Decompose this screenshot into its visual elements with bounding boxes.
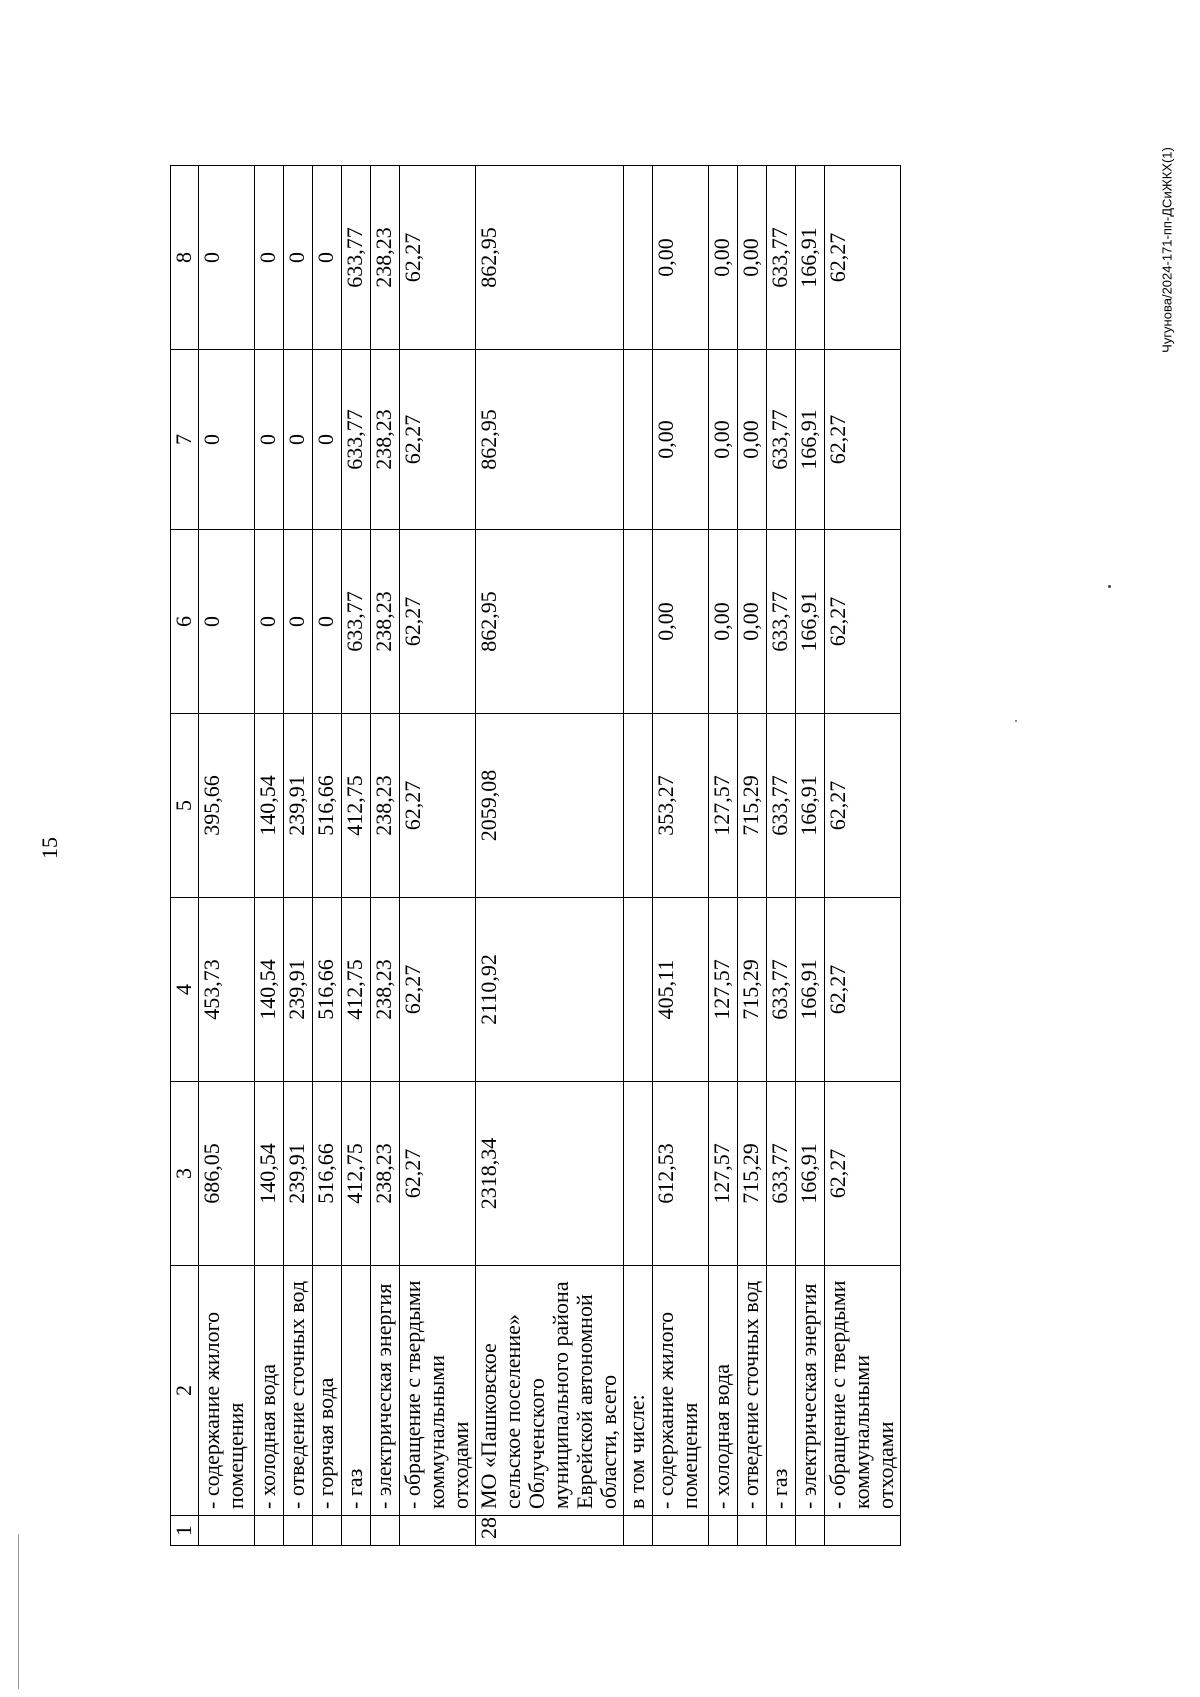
item-name-cell: - холодная вода <box>709 1266 738 1516</box>
value-cell-col-6: 0 <box>255 530 284 714</box>
value-cell-col-8: 0 <box>313 166 342 350</box>
table-row <box>284 166 313 1546</box>
value-cell-col-7: 0 <box>199 350 255 530</box>
value-cell-col-4 <box>624 898 653 1082</box>
row-number-cell <box>284 1516 313 1546</box>
table-row <box>255 166 284 1546</box>
value-cell-col-5: 395,66 <box>199 714 255 898</box>
value-cell-col-3: 239,91 <box>284 1082 313 1266</box>
value-cell-col-6: 62,27 <box>400 530 476 714</box>
tariff-table-rotated <box>170 166 920 1546</box>
header-cell: 7 <box>171 350 199 530</box>
scan-speck <box>1108 585 1111 588</box>
value-cell-col-8: 0,00 <box>709 166 738 350</box>
header-row <box>171 166 199 1546</box>
value-cell-col-8: 0 <box>284 166 313 350</box>
row-number-cell <box>653 1516 709 1546</box>
value-cell-col-5: 516,66 <box>313 714 342 898</box>
table-row <box>653 166 709 1546</box>
item-name-cell: - содержание жилого помещения <box>199 1266 255 1516</box>
margin-line <box>18 1534 19 1689</box>
value-cell-col-8: 862,95 <box>476 166 624 350</box>
value-cell-col-4: 516,66 <box>313 898 342 1082</box>
value-cell-col-4: 140,54 <box>255 898 284 1082</box>
row-number-cell <box>825 1516 901 1546</box>
value-cell-col-7: 0,00 <box>709 350 738 530</box>
item-name-cell: МО «Пашковское сельское поселение» Облученского муниципального района Еврейской автономной области, всего <box>476 1266 624 1516</box>
value-cell-col-6: 62,27 <box>825 530 901 714</box>
value-cell-col-7: 62,27 <box>825 350 901 530</box>
value-cell-col-5: 353,27 <box>653 714 709 898</box>
value-cell-col-3: 516,66 <box>313 1082 342 1266</box>
value-cell-col-3 <box>624 1082 653 1266</box>
value-cell-col-5: 715,29 <box>738 714 767 898</box>
value-cell-col-5: 238,23 <box>371 714 400 898</box>
value-cell-col-8: 62,27 <box>825 166 901 350</box>
value-cell-col-3: 2318,34 <box>476 1082 624 1266</box>
tariff-table <box>170 165 901 1546</box>
table-row <box>342 166 371 1546</box>
row-number-cell <box>400 1516 476 1546</box>
value-cell-col-6: 0 <box>313 530 342 714</box>
value-cell-col-5: 633,77 <box>767 714 796 898</box>
value-cell-col-5: 62,27 <box>400 714 476 898</box>
item-name-cell: - обращение с твердыми коммунальными отходами <box>400 1266 476 1516</box>
value-cell-col-6: 0 <box>199 530 255 714</box>
value-cell-col-4: 166,91 <box>796 898 825 1082</box>
value-cell-col-6: 166,91 <box>796 530 825 714</box>
value-cell-col-3: 62,27 <box>400 1082 476 1266</box>
table-row <box>400 166 476 1546</box>
table-row <box>313 166 342 1546</box>
item-name-cell: - электрическая энергия <box>371 1266 400 1516</box>
row-number-cell <box>796 1516 825 1546</box>
value-cell-col-7: 166,91 <box>796 350 825 530</box>
value-cell-col-8: 0,00 <box>653 166 709 350</box>
value-cell-col-7: 0 <box>255 350 284 530</box>
page-number: 15 <box>37 837 62 859</box>
item-name-cell: - холодная вода <box>255 1266 284 1516</box>
header-cell: 1 <box>171 1516 199 1546</box>
value-cell-col-8: 62,27 <box>400 166 476 350</box>
value-cell-col-4: 715,29 <box>738 898 767 1082</box>
value-cell-col-5: 140,54 <box>255 714 284 898</box>
table-row <box>199 166 255 1546</box>
table-row <box>709 166 738 1546</box>
value-cell-col-7: 633,77 <box>767 350 796 530</box>
value-cell-col-8: 633,77 <box>342 166 371 350</box>
value-cell-col-3: 166,91 <box>796 1082 825 1266</box>
item-name-cell: - газ <box>767 1266 796 1516</box>
value-cell-col-5: 127,57 <box>709 714 738 898</box>
value-cell-col-4: 239,91 <box>284 898 313 1082</box>
value-cell-col-4: 412,75 <box>342 898 371 1082</box>
value-cell-col-4: 238,23 <box>371 898 400 1082</box>
value-cell-col-8: 238,23 <box>371 166 400 350</box>
value-cell-col-3: 612,53 <box>653 1082 709 1266</box>
row-number-cell: 28 <box>476 1516 624 1546</box>
row-number-cell <box>738 1516 767 1546</box>
value-cell-col-8 <box>624 166 653 350</box>
document-reference: Чугунова/2024-171-пп-ДСиЖКХ(1) <box>1159 147 1175 353</box>
value-cell-col-4: 2110,92 <box>476 898 624 1082</box>
value-cell-col-7: 238,23 <box>371 350 400 530</box>
value-cell-col-5: 412,75 <box>342 714 371 898</box>
value-cell-col-3: 62,27 <box>825 1082 901 1266</box>
item-name-cell: - электрическая энергия <box>796 1266 825 1516</box>
table-row <box>371 166 400 1546</box>
value-cell-col-6: 633,77 <box>767 530 796 714</box>
row-number-cell <box>767 1516 796 1546</box>
table-row <box>796 166 825 1546</box>
value-cell-col-3: 412,75 <box>342 1082 371 1266</box>
table-row <box>767 166 796 1546</box>
value-cell-col-4: 405,11 <box>653 898 709 1082</box>
table-row <box>476 166 624 1546</box>
value-cell-col-4: 62,27 <box>400 898 476 1082</box>
header-cell: 3 <box>171 1082 199 1266</box>
value-cell-col-5: 2059,08 <box>476 714 624 898</box>
value-cell-col-7: 62,27 <box>400 350 476 530</box>
row-number-cell <box>709 1516 738 1546</box>
header-cell: 4 <box>171 898 199 1082</box>
item-name-cell: - содержание жилого помещения <box>653 1266 709 1516</box>
value-cell-col-3: 633,77 <box>767 1082 796 1266</box>
value-cell-col-7: 0,00 <box>653 350 709 530</box>
row-number-cell <box>624 1516 653 1546</box>
scan-speck <box>1015 720 1017 722</box>
value-cell-col-3: 127,57 <box>709 1082 738 1266</box>
value-cell-col-7: 0,00 <box>738 350 767 530</box>
value-cell-col-6: 862,95 <box>476 530 624 714</box>
value-cell-col-3: 686,05 <box>199 1082 255 1266</box>
item-name-cell: - горячая вода <box>313 1266 342 1516</box>
header-cell: 5 <box>171 714 199 898</box>
value-cell-col-5: 62,27 <box>825 714 901 898</box>
value-cell-col-4: 453,73 <box>199 898 255 1082</box>
item-name-cell: - газ <box>342 1266 371 1516</box>
value-cell-col-6: 0,00 <box>653 530 709 714</box>
value-cell-col-5: 239,91 <box>284 714 313 898</box>
value-cell-col-5: 166,91 <box>796 714 825 898</box>
value-cell-col-7: 0 <box>313 350 342 530</box>
value-cell-col-8: 0 <box>255 166 284 350</box>
value-cell-col-7: 0 <box>284 350 313 530</box>
value-cell-col-8: 633,77 <box>767 166 796 350</box>
item-name-cell: - обращение с твердыми коммунальными отходами <box>825 1266 901 1516</box>
row-number-cell <box>199 1516 255 1546</box>
value-cell-col-6: 0,00 <box>709 530 738 714</box>
row-number-cell <box>342 1516 371 1546</box>
header-cell: 8 <box>171 166 199 350</box>
table-row <box>825 166 901 1546</box>
value-cell-col-8: 0,00 <box>738 166 767 350</box>
item-name-cell: - отведение сточных вод <box>738 1266 767 1516</box>
value-cell-col-7 <box>624 350 653 530</box>
table-row <box>624 166 653 1546</box>
value-cell-col-3: 140,54 <box>255 1082 284 1266</box>
value-cell-col-4: 633,77 <box>767 898 796 1082</box>
value-cell-col-7: 862,95 <box>476 350 624 530</box>
value-cell-col-6: 238,23 <box>371 530 400 714</box>
value-cell-col-6 <box>624 530 653 714</box>
row-number-cell <box>371 1516 400 1546</box>
value-cell-col-4: 127,57 <box>709 898 738 1082</box>
value-cell-col-6: 0 <box>284 530 313 714</box>
header-cell: 2 <box>171 1266 199 1516</box>
value-cell-col-8: 0 <box>199 166 255 350</box>
table-row <box>738 166 767 1546</box>
value-cell-col-4: 62,27 <box>825 898 901 1082</box>
value-cell-col-8: 166,91 <box>796 166 825 350</box>
value-cell-col-3: 238,23 <box>371 1082 400 1266</box>
header-cell: 6 <box>171 530 199 714</box>
row-number-cell <box>255 1516 284 1546</box>
value-cell-col-5 <box>624 714 653 898</box>
value-cell-col-6: 633,77 <box>342 530 371 714</box>
row-number-cell <box>313 1516 342 1546</box>
value-cell-col-7: 633,77 <box>342 350 371 530</box>
item-name-cell: в том числе: <box>624 1266 653 1516</box>
value-cell-col-6: 0,00 <box>738 530 767 714</box>
value-cell-col-3: 715,29 <box>738 1082 767 1266</box>
item-name-cell: - отведение сточных вод <box>284 1266 313 1516</box>
